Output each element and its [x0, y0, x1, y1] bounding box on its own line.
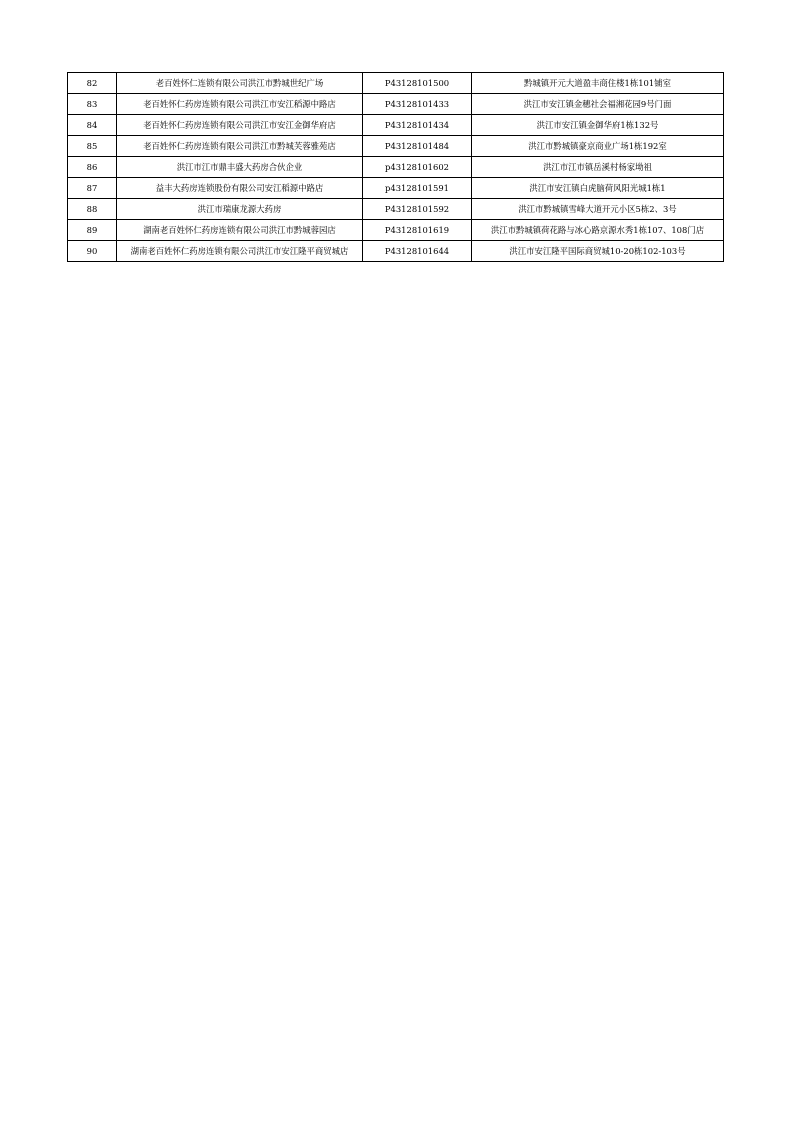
pharmacy-address: 洪江市安江隆平国际商贸城10-20栋102-103号: [472, 241, 724, 262]
table-row: [68, 94, 724, 115]
row-number: 88: [68, 199, 117, 220]
row-number: 87: [68, 178, 117, 199]
registry-table-body: [68, 73, 724, 262]
pharmacy-address: 洪江市黔城镇雪峰大道开元小区5栋2、3号: [472, 199, 724, 220]
pharmacy-name: 老百姓怀仁药房连锁有限公司洪江市安江金御华府店: [117, 115, 363, 136]
row-number: 86: [68, 157, 117, 178]
row-number: 84: [68, 115, 117, 136]
pharmacy-address: 洪江市江市镇岳溪村杨家坳祖: [472, 157, 724, 178]
table-row: [68, 115, 724, 136]
row-number: 83: [68, 94, 117, 115]
pharmacy-address: 洪江市黔城镇豪京商业广场1栋192室: [472, 136, 724, 157]
pharmacy-name: 益丰大药房连锁股份有限公司安江稻源中路店: [117, 178, 363, 199]
row-number: 90: [68, 241, 117, 262]
pharmacy-name: 湖南老百姓怀仁药房连锁有限公司洪江市安江隆平商贸城店: [117, 241, 363, 262]
license-number: p43128101591: [363, 178, 472, 199]
pharmacy-name: 老百姓怀仁药房连锁有限公司洪江市黔城芙蓉雅苑店: [117, 136, 363, 157]
pharmacy-name: 湖南老百姓怀仁药房连锁有限公司洪江市黔城蓉园店: [117, 220, 363, 241]
pharmacy-address: 洪江市安江镇金穗社会福湘花园9号门面: [472, 94, 724, 115]
table-row: [68, 241, 724, 262]
license-number: P43128101484: [363, 136, 472, 157]
row-number: 82: [68, 73, 117, 94]
table-row: [68, 178, 724, 199]
license-number: P43128101592: [363, 199, 472, 220]
table-row: [68, 157, 724, 178]
license-number: P43128101434: [363, 115, 472, 136]
table-row: [68, 199, 724, 220]
pharmacy-address: 黔城镇开元大道盈丰商住楼1栋101铺室: [472, 73, 724, 94]
license-number: P43128101500: [363, 73, 472, 94]
license-number: P43128101619: [363, 220, 472, 241]
pharmacy-address: 洪江市安江镇金御华府1栋132号: [472, 115, 724, 136]
table-row: [68, 136, 724, 157]
license-number: P43128101433: [363, 94, 472, 115]
pharmacy-registry-table: [67, 72, 724, 262]
pharmacy-address: 洪江市黔城镇荷花路与冰心路京源水秀1栋107、108门店: [472, 220, 724, 241]
table-row: [68, 220, 724, 241]
pharmacy-name: 老百姓怀仁连锁有限公司洪江市黔城世纪广场: [117, 73, 363, 94]
license-number: P43128101644: [363, 241, 472, 262]
license-number: p43128101602: [363, 157, 472, 178]
row-number: 89: [68, 220, 117, 241]
pharmacy-address: 洪江市安江镇白虎脑荷风阳光城1栋1: [472, 178, 724, 199]
row-number: 85: [68, 136, 117, 157]
table-row: [68, 73, 724, 94]
pharmacy-name: 洪江市江市鼎丰盛大药房合伙企业: [117, 157, 363, 178]
pharmacy-name: 老百姓怀仁药房连锁有限公司洪江市安江稻源中路店: [117, 94, 363, 115]
pharmacy-name: 洪江市瑞康龙源大药房: [117, 199, 363, 220]
